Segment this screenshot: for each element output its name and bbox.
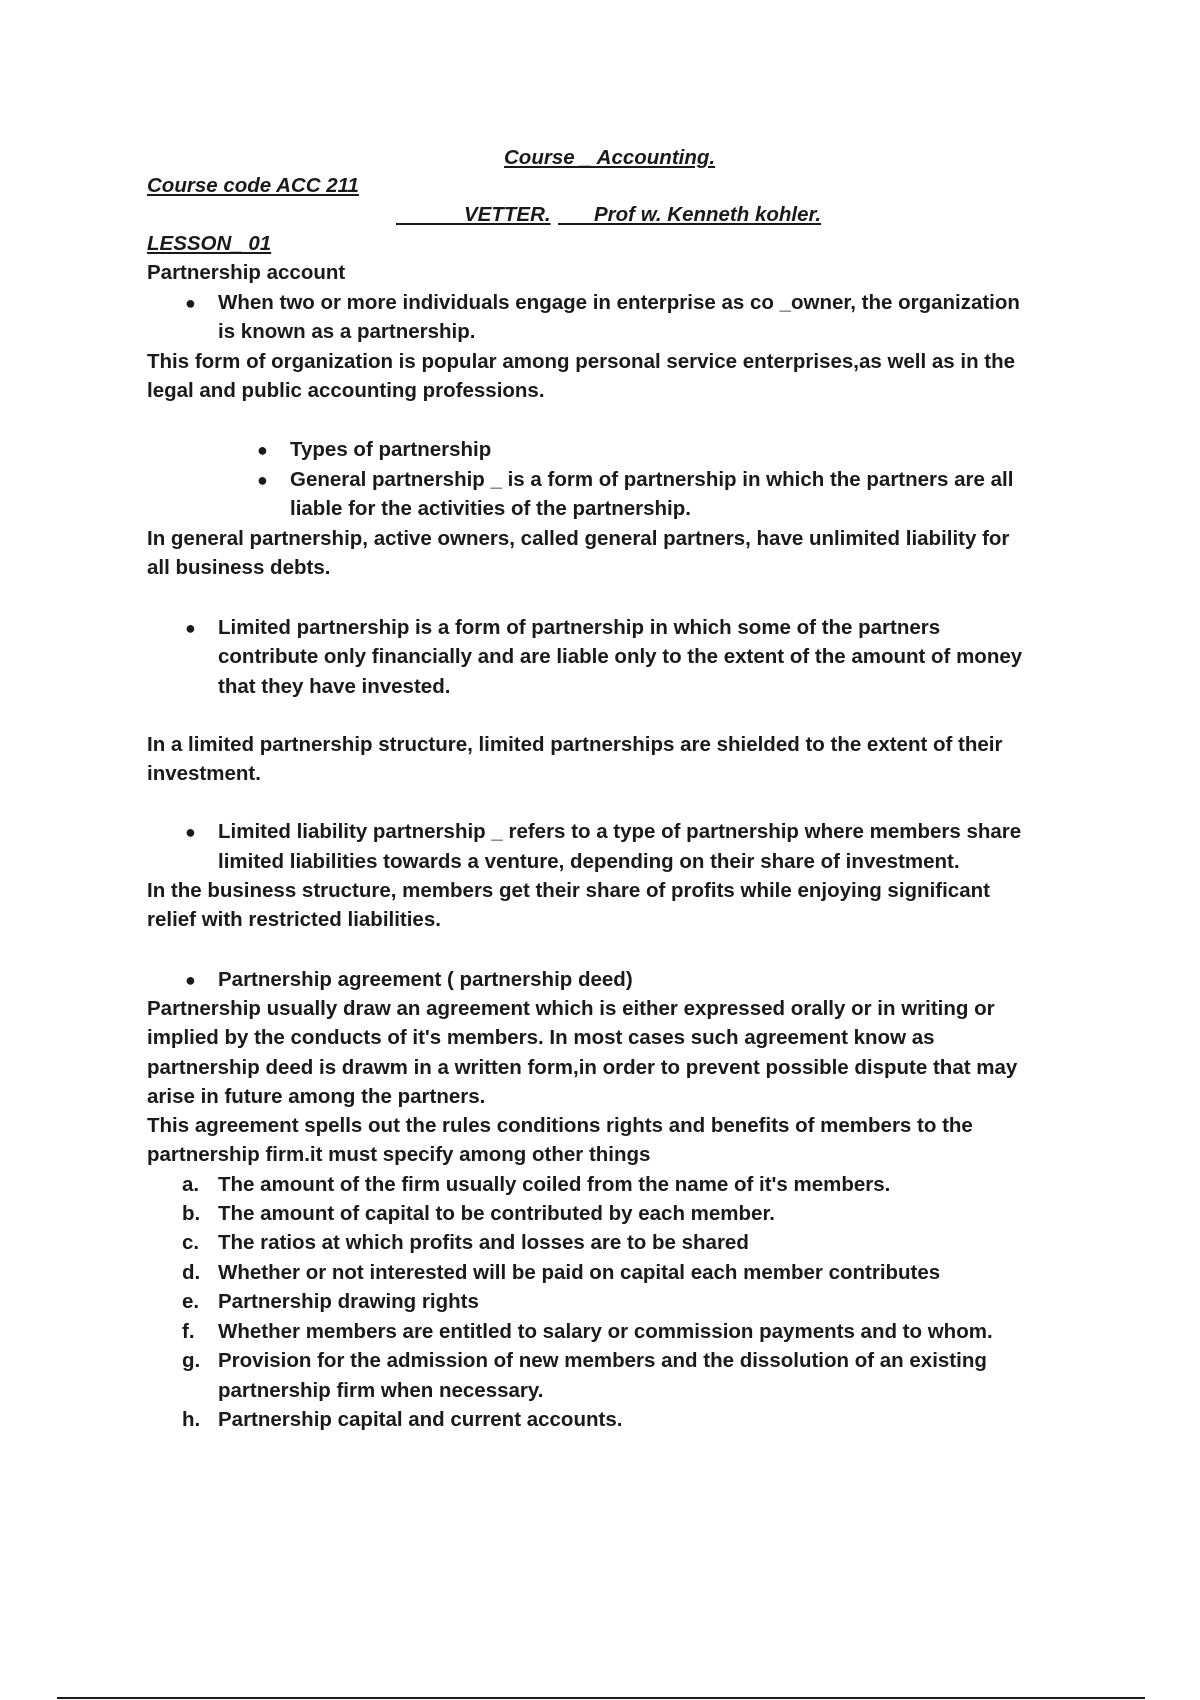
rules-para-line1: This agreement spells out the rules conditions rights and benefits of members to the: [147, 1114, 973, 1137]
bullet-dot: ●: [185, 293, 196, 313]
limited-bullet-line2: contribute only financially and are liable only to the extent of the amount of money: [218, 645, 1023, 668]
list-item: The ratios at which profits and losses are to be shared: [218, 1231, 749, 1254]
list-item: Whether or not interested will be paid on capital each member contributes: [218, 1261, 941, 1284]
general-para-line2: all business debts.: [147, 556, 331, 579]
agreement-para-line3: partnership deed is drawm in a written form,in order to prevent possible dispute that may: [147, 1056, 1018, 1079]
agreement-para-line2: implied by the conducts of it's members. In most cases such agreement know as: [147, 1026, 935, 1049]
intro-bullet-line1: When two or more individuals engage in enterprise as co _owner, the organization: [218, 291, 1020, 314]
list-label: c.: [182, 1231, 200, 1254]
bullet-dot: ●: [185, 970, 196, 990]
list-item: Provision for the admission of new members and the dissolution of an existing: [218, 1349, 987, 1372]
course-code: Course code ACC 211: [147, 174, 359, 197]
list-item: Whether members are entitled to salary or commission payments and to whom.: [218, 1320, 993, 1343]
list-label: e.: [182, 1290, 200, 1313]
general-bullet-line1: General partnership _ is a form of partnership in which the partners are all: [290, 468, 1014, 491]
list-item: The amount of capital to be contributed by each member.: [218, 1202, 776, 1225]
vetter-underline-lead: [396, 223, 464, 225]
bullet-dot: ●: [185, 822, 196, 842]
section-title: Partnership account: [147, 261, 346, 284]
rules-para-line2: partnership firm.it must specify among other things: [147, 1143, 651, 1166]
limited-bullet-line1: Limited partnership is a form of partnership in which some of the partners: [218, 616, 941, 639]
intro-bullet-line2: is known as a partnership.: [218, 320, 476, 343]
vetter-label: VETTER.: [464, 203, 551, 226]
llp-para-line1: In the business structure, members get their share of profits while enjoying significant: [147, 879, 990, 902]
llp-bullet-line2: limited liabilities towards a venture, depending on their share of investment.: [218, 850, 960, 873]
agreement-para-line1: Partnership usually draw an agreement which is either expressed orally or in writing or: [147, 997, 995, 1020]
footer-divider: [57, 1697, 1145, 1699]
llp-bullet-line1: Limited liability partnership _ refers to a type of partnership where members share: [218, 820, 1022, 843]
general-bullet-line2: liable for the activities of the partnership.: [290, 497, 691, 520]
vetter-name: Prof w. Kenneth kohler.: [594, 203, 822, 226]
llp-para-line2: relief with restricted liabilities.: [147, 908, 441, 931]
general-para-line1: In general partnership, active owners, called general partners, have unlimited liability for: [147, 527, 1010, 550]
limited-bullet-line3: that they have invested.: [218, 675, 451, 698]
course-title: Course _ Accounting.: [504, 146, 716, 169]
bullet-dot: ●: [257, 440, 268, 460]
list-label: f.: [182, 1320, 195, 1343]
list-label: a.: [182, 1173, 200, 1196]
limited-para-line2: investment.: [147, 762, 261, 785]
popular-para-line1: This form of organization is popular among personal service enterprises,as well as in the: [147, 350, 1016, 373]
list-label: d.: [182, 1261, 201, 1284]
lesson-label: LESSON_ 01: [147, 232, 272, 255]
list-item: The amount of the firm usually coiled from the name of it's members.: [218, 1173, 891, 1196]
agreement-bullet: Partnership agreement ( partnership deed): [218, 968, 633, 991]
list-item: Partnership drawing rights: [218, 1290, 479, 1313]
list-label: g.: [182, 1349, 201, 1372]
list-label: h.: [182, 1408, 201, 1431]
list-item: Partnership capital and current accounts.: [218, 1408, 623, 1431]
list-item-continuation: partnership firm when necessary.: [218, 1379, 544, 1402]
agreement-para-line4: arise in future among the partners.: [147, 1085, 486, 1108]
popular-para-line2: legal and public accounting professions.: [147, 379, 545, 402]
vetter-underline-gap: [558, 223, 594, 225]
bullet-dot: ●: [185, 618, 196, 638]
bullet-dot: ●: [257, 470, 268, 490]
list-label: b.: [182, 1202, 201, 1225]
limited-para-line1: In a limited partnership structure, limited partnerships are shielded to the extent of their: [147, 733, 1003, 756]
types-heading: Types of partnership: [290, 438, 492, 461]
